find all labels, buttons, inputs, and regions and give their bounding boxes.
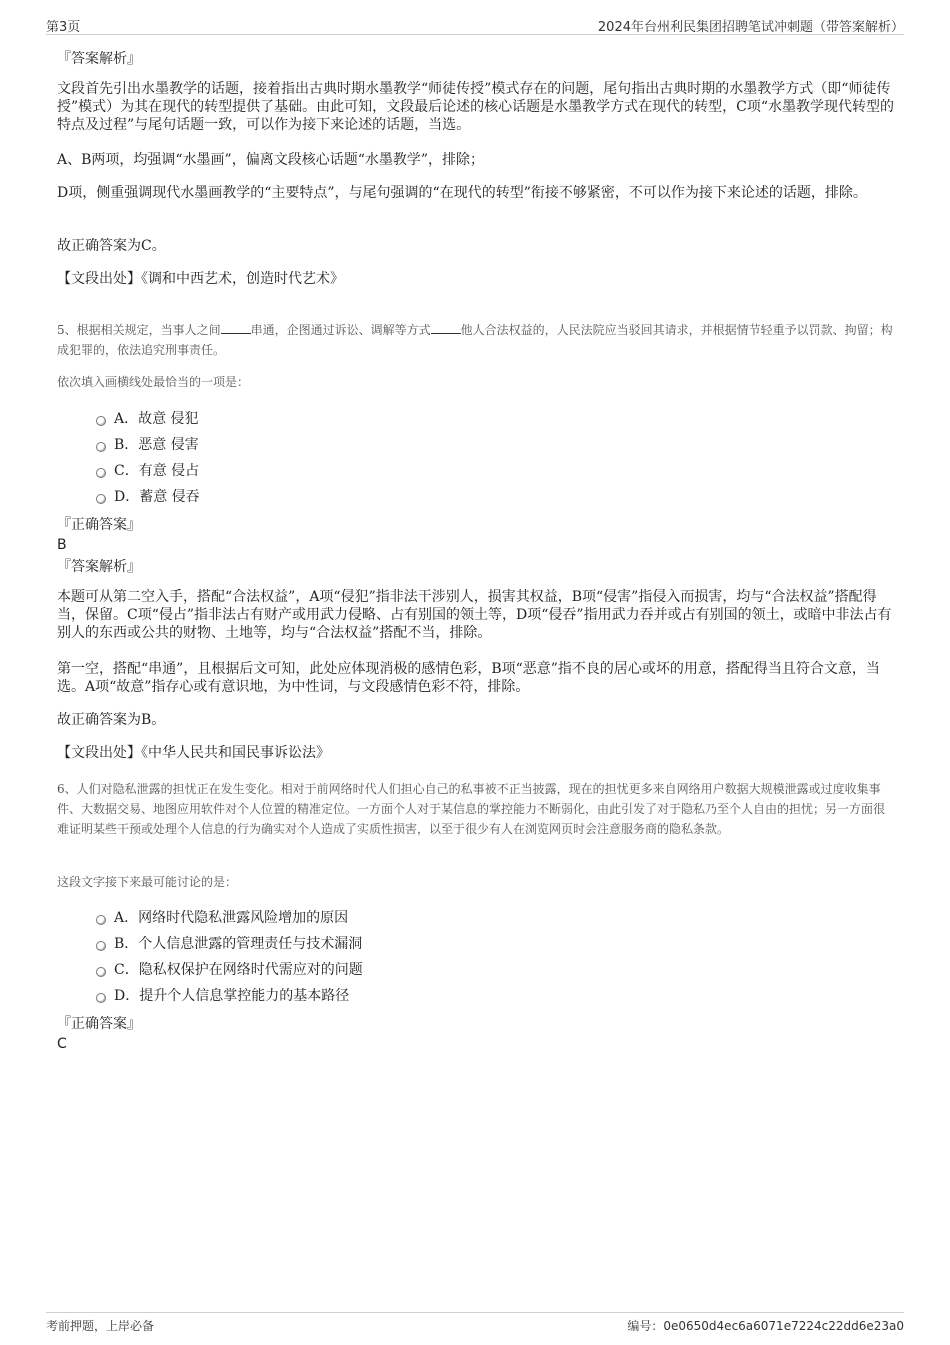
q6-stem: 6、人们对隐私泄露的担忧正在发生变化。相对于前网络时代人们担心自己的私事被不正当披露，现在的担忧更多来自网络用户数据大规模泄露或过度收集事件、大数据交易、地图应用软件对个人位置的精准定位。一方面个人对于某信息的掌控能力不断弱化，由此引发了对于隐私乃至个人自由的担忧；另一方面很难证明某些干预或处理个人信息的行为确实对个人造成了实质性损害，以至于很少有人在浏览网页时会注意服务商的隐私条款。: [57, 782, 886, 836]
radio-icon[interactable]: [96, 416, 106, 426]
q5-correct-label: 『正确答案』: [57, 517, 141, 533]
q4-analysis-conclusion: 故正确答案为C。: [57, 238, 166, 254]
q5-analysis-conclusion: 故正确答案为B。: [57, 712, 166, 728]
q5-stem: [57, 320, 895, 360]
q6-correct-answer: C: [57, 1036, 67, 1052]
footer-code-label: 编号：: [627, 1319, 664, 1333]
page-footer: [46, 1312, 904, 1335]
radio-icon[interactable]: [96, 494, 106, 504]
q4-source: 【文段出处】《调和中西艺术，创造时代艺术》: [57, 271, 344, 287]
document-title: 2024年台州利民集团招聘笔试冲刺题（带答案解析）: [597, 20, 904, 35]
radio-icon[interactable]: [96, 967, 106, 977]
q5-analysis-label: 『答案解析』: [57, 559, 141, 575]
q5-prompt: 依次填入画横线处最恰当的一项是：: [57, 375, 250, 389]
q5-stem-part-2: 串通，企图通过诉讼、调解等方式: [250, 323, 431, 337]
q6-correct-label: 『正确答案』: [57, 1016, 141, 1032]
q4-analysis-para-3: D项，侧重强调现代水墨画教学的“主要特点”，与尾句强调的“在现代的转型”衔接不够紧密，不可以作为接下来论述的话题，排除。: [57, 185, 867, 201]
radio-icon[interactable]: [96, 468, 106, 478]
q5-source: 【文段出处】《中华人民共和国民事诉讼法》: [57, 745, 330, 761]
q4-analysis-para-2: A、B两项，均强调“水墨画”，偏离文段核心话题“水墨教学”，排除；: [57, 152, 485, 168]
q5-blank-2: [431, 321, 461, 334]
q5-stem-part-3: 他人合法权益的，人民法院应当驳回其请求，并根据情节轻重予以罚款、拘留；构成犯罪的，依法追究刑事责任。: [57, 323, 893, 357]
q6-prompt: 这段文字接下来最可能讨论的是：: [57, 875, 238, 889]
q4-analysis-label: 『答案解析』: [57, 51, 141, 67]
footer-slogan: 考前押题，上岸必备: [46, 1319, 155, 1333]
q5-stem-part-1: 5、根据相关规定，当事人之间: [57, 323, 221, 337]
radio-icon[interactable]: [96, 442, 106, 452]
page-number: 第3页: [46, 20, 81, 35]
q5-analysis-para-2: 第一空，搭配“串通”，且根据后文可知，此处应体现消极的感情色彩，B项“恶意”指不良的居心或坏的用意，搭配得当且符合文意，当选。A项“故意”指存心或有意识地，为中性词，与文段感情色彩不符，排除。: [57, 661, 880, 695]
footer-code: [627, 1317, 904, 1334]
radio-icon[interactable]: [96, 993, 106, 1003]
q5-blank-1: [221, 321, 251, 334]
q5-correct-answer: B: [57, 537, 67, 553]
q4-analysis-para-1: 文段首先引出水墨教学的话题，接着指出古典时期水墨教学“师徒传授”模式存在的问题，尾句指出古典时期的水墨教学方式（即“师徒传授”模式）为其在现代的转型提供了基础。由此可知，文段最后论述的核心话题是水墨教学方式在现代的转型，C项“水墨教学现代转型的特点及过程”与尾句话题一致，可以作为接下来论述的话题，当选。: [57, 81, 895, 133]
radio-icon[interactable]: [96, 915, 106, 925]
radio-icon[interactable]: [96, 941, 106, 951]
page-header: [46, 14, 904, 35]
footer-code-value: 0e0650d4ec6a6071e7224c22dd6e23a0: [663, 1319, 904, 1333]
q5-analysis-para-1: 本题可从第二空入手，搭配“合法权益”，A项“侵犯”指非法干涉别人，损害其权益，B项“侵害”指侵入而损害，均与“合法权益”搭配得当，保留。C项“侵占”指非法占有财产或用武力侵略、占有别国的领土等，D项“侵吞”指用武力吞并或占有别国的领土，或暗中非法占有别人的东西或公共的财物、土地等，均与“合法权益”搭配不当，排除。: [57, 589, 892, 641]
